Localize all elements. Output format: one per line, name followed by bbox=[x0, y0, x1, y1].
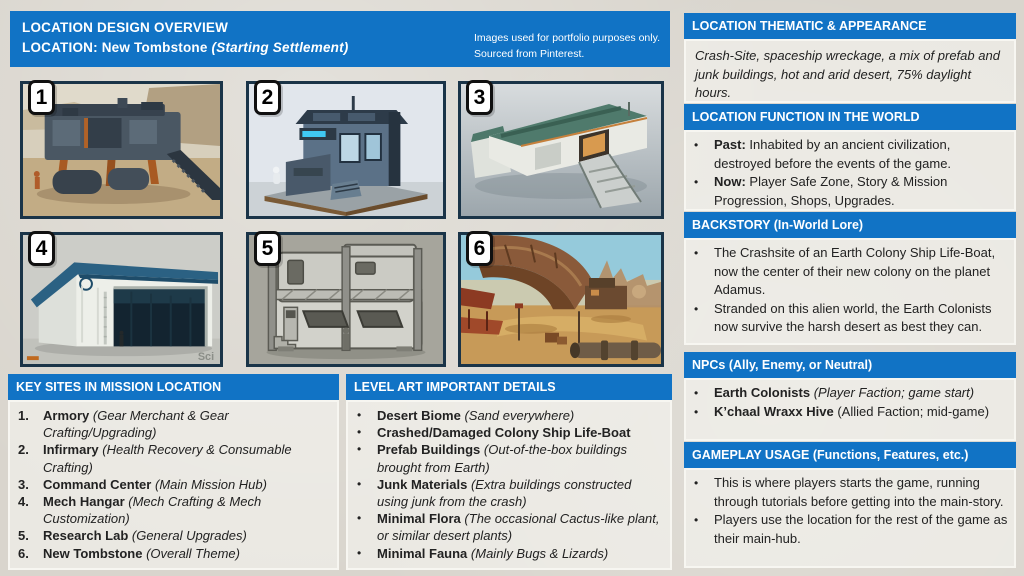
bullet-icon: • bbox=[694, 246, 699, 260]
concept-image-command-center bbox=[458, 81, 664, 219]
key-site-item: 3. Command Center (Main Mission Hub) bbox=[18, 476, 267, 492]
key-site-item: 6. New Tombstone (Overall Theme) bbox=[18, 545, 240, 561]
bullet-icon: • bbox=[694, 476, 699, 490]
concept-image-mech-hangar bbox=[20, 232, 223, 367]
thematic-body: Crash-Site, spaceship wreckage, a mix of prefab and junk buildings, hot and arid desert, 75% daylight hours. bbox=[684, 39, 1016, 103]
level-art-item: • Desert Biome (Sand everywhere) bbox=[353, 407, 664, 424]
level-art-item: • Minimal Flora (The occasional Cactus-like plant, or similar desert plants) bbox=[353, 510, 664, 544]
npc-item: • Earth Colonists (Player Faction; game start) bbox=[690, 384, 1008, 403]
disclaimer-line-1: Images used for portfolio purposes only. bbox=[474, 32, 660, 44]
image-number-badge: 4 bbox=[28, 231, 55, 266]
concept-image-new-tombstone bbox=[458, 232, 664, 367]
level-art-item: • Minimal Fauna (Mainly Bugs & Lizards) bbox=[353, 545, 664, 562]
key-site-item: 4. Mech Hangar (Mech Crafting & Mech Customization) bbox=[18, 494, 262, 527]
backstory-item: • Stranded on this alien world, the Earth Colonists now survive the harsh desert as best they can. bbox=[690, 300, 1008, 337]
gameplay-item: • This is where players starts the game, running through tutorials before getting into the main-story. bbox=[690, 474, 1008, 511]
bullet-icon: • bbox=[694, 138, 699, 152]
concept-image-armory bbox=[20, 81, 223, 219]
key-site-item: 5. Research Lab (General Upgrades) bbox=[18, 528, 247, 544]
title-banner bbox=[10, 11, 670, 67]
bullet-icon: • bbox=[694, 513, 699, 528]
tiny-figure bbox=[120, 331, 124, 347]
watermark-text: Sci bbox=[197, 351, 215, 364]
bullet-icon: • bbox=[357, 408, 362, 422]
gameplay-title: GAMEPLAY USAGE (Functions, Features, etc.) bbox=[684, 442, 1016, 468]
backstory-title: BACKSTORY (In-World Lore) bbox=[684, 212, 1016, 238]
bullet-icon: • bbox=[694, 386, 699, 400]
key-site-item: 2. Infirmary (Health Recovery & Consumable Crafting) bbox=[18, 442, 292, 475]
level-art-item: • Crashed/Damaged Colony Ship Life-Boat bbox=[353, 424, 664, 441]
level-art-title: LEVEL ART IMPORTANT DETAILS bbox=[346, 374, 672, 400]
gameplay-body bbox=[684, 468, 1016, 568]
level-art-list bbox=[346, 400, 672, 570]
bullet-icon: • bbox=[694, 175, 699, 190]
location-title-subtitle: (Starting Settlement) bbox=[211, 39, 349, 55]
level-art-panel bbox=[346, 374, 672, 570]
bullet-icon: • bbox=[357, 511, 362, 526]
image-number-badge: 5 bbox=[254, 231, 281, 266]
npcs-body bbox=[684, 378, 1016, 441]
function-item: • Past: Inhabited by an ancient civilization, destroyed before the events of the game. bbox=[690, 136, 1008, 173]
backstory-item: • The Crashsite of an Earth Colony Ship Life-Boat, now the center of their new colony on the planet Adamus. bbox=[690, 244, 1008, 300]
gameplay-item: • Players use the location for the rest of the game as their main-hub. bbox=[690, 511, 1008, 548]
image-number-badge: 2 bbox=[254, 80, 281, 115]
function-title: LOCATION FUNCTION IN THE WORLD bbox=[684, 104, 1016, 130]
level-art-item: • Junk Materials (Extra buildings constructed using junk from the crash) bbox=[353, 476, 664, 510]
bullet-icon: • bbox=[357, 545, 362, 560]
npc-item: • K’chaal Wraxx Hive (Allied Faction; mid-game) bbox=[690, 403, 1008, 422]
concept-image-infirmary bbox=[246, 81, 446, 219]
backstory-body bbox=[684, 238, 1016, 345]
bullet-icon: • bbox=[357, 476, 362, 491]
key-sites-list bbox=[8, 400, 339, 570]
function-item: • Now: Player Safe Zone, Story & Mission Progression, Shops, Upgrades. bbox=[690, 173, 1008, 210]
level-art-item: • Prefab Buildings (Out-of-the-box buildings brought from Earth) bbox=[353, 441, 664, 475]
concept-image-research-lab bbox=[246, 232, 446, 367]
hangar-opening bbox=[114, 288, 207, 347]
function-body bbox=[684, 130, 1016, 211]
astronaut-figure bbox=[273, 167, 280, 184]
npcs-title: NPCs (Ally, Enemy, or Neutral) bbox=[684, 352, 1016, 378]
key-sites-panel bbox=[8, 374, 339, 570]
bullet-icon: • bbox=[357, 425, 362, 440]
bullet-icon: • bbox=[357, 442, 362, 457]
artist-mark bbox=[27, 356, 39, 360]
location-title-label: LOCATION: New Tombstone bbox=[22, 39, 212, 55]
key-site-item: 1. Armory (Gear Merchant & Gear Crafting/Upgrading) bbox=[18, 408, 229, 441]
image-number-badge: 6 bbox=[466, 231, 493, 266]
image-number-badge: 3 bbox=[466, 80, 493, 115]
key-sites-title: KEY SITES IN MISSION LOCATION bbox=[8, 374, 339, 400]
image-number-badge: 1 bbox=[28, 80, 55, 115]
disclaimer-line-2: Sourced from Pinterest. bbox=[474, 47, 585, 60]
bullet-icon: • bbox=[694, 404, 699, 419]
thematic-title: LOCATION THEMATIC & APPEARANCE bbox=[684, 13, 1016, 39]
figure-silhouette bbox=[343, 328, 349, 350]
foreground-pipe bbox=[570, 341, 661, 361]
deck-title: LOCATION DESIGN OVERVIEW bbox=[22, 20, 229, 35]
image-disclaimer bbox=[474, 31, 660, 63]
bullet-icon: • bbox=[694, 301, 699, 316]
